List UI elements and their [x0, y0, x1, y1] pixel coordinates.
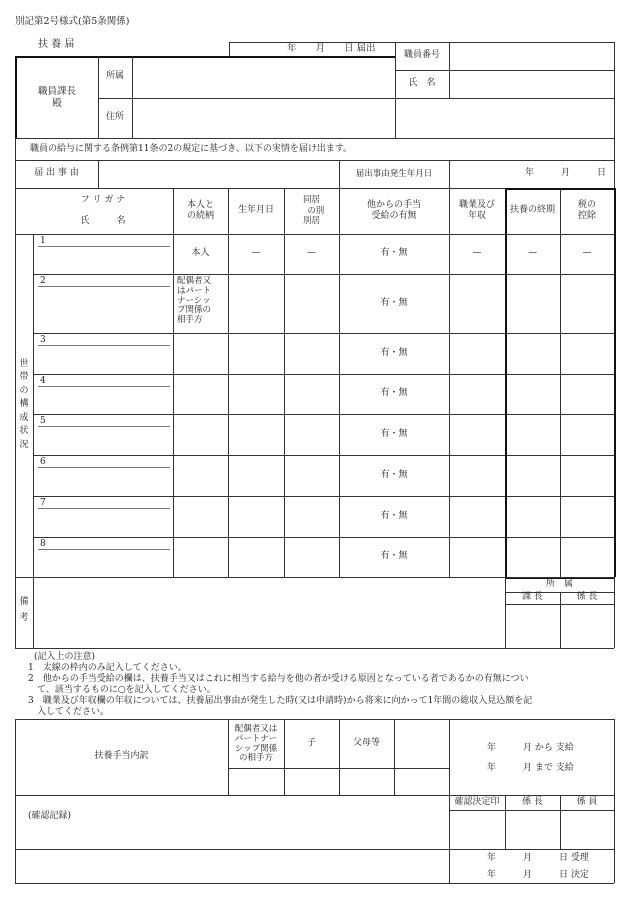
row-birth[interactable] — [228, 496, 284, 537]
header-name: 氏 名 — [80, 216, 126, 227]
row-job[interactable] — [449, 274, 505, 333]
notes-line: 1 太線の枠内のみ記入してください。 — [28, 662, 187, 673]
row-relation[interactable] — [173, 455, 228, 496]
chief-seal-box[interactable] — [506, 811, 559, 848]
remarks-label: 備 考 — [19, 596, 29, 623]
remarks-chief: 課 長 — [522, 592, 543, 603]
row-allowance[interactable]: 有・無 — [380, 248, 408, 259]
form-title: 扶 養 届 — [38, 39, 75, 50]
member-name-field[interactable] — [34, 538, 172, 576]
event-date-value[interactable]: 年 月 日 — [524, 168, 606, 179]
row-allowance[interactable]: 有・無 — [380, 428, 408, 439]
staff-number-field[interactable] — [450, 43, 613, 69]
row-tax[interactable] — [560, 414, 614, 455]
event-field[interactable] — [99, 161, 338, 187]
row-allowance[interactable]: 有・無 — [380, 388, 408, 399]
row-number: 6 — [40, 457, 46, 467]
row-cohab: — — [307, 248, 316, 259]
row-end[interactable] — [505, 537, 560, 577]
confirm-seal: 確認決定印 — [454, 796, 500, 807]
row-end[interactable] — [505, 333, 560, 374]
row-job: — — [472, 248, 482, 259]
breakdown-parents: 父母等 — [352, 737, 380, 748]
header-support-end: 扶養の終期 — [509, 205, 555, 216]
name-label: 氏 名 — [408, 78, 436, 89]
remarks-staff-chief: 係 長 — [576, 592, 598, 603]
row-job[interactable] — [449, 414, 505, 455]
row-number: 7 — [40, 498, 46, 508]
row-job[interactable] — [449, 333, 505, 374]
row-tax[interactable] — [560, 455, 614, 496]
address-label: 住所 — [105, 112, 124, 123]
row-job[interactable] — [449, 537, 505, 577]
row-tax[interactable] — [560, 496, 614, 537]
row-cohab[interactable] — [284, 455, 339, 496]
row-cohab[interactable] — [284, 496, 339, 537]
member-name-field[interactable] — [34, 375, 172, 413]
member-name-field[interactable] — [34, 497, 172, 536]
row-number: 8 — [40, 539, 46, 549]
household-side-label: 世 帯 の 構 成 状 況 — [19, 358, 29, 450]
remarks-dept: 所 属 — [545, 578, 573, 589]
row-cohab[interactable] — [284, 274, 339, 333]
decided-date: 年 月 日 決定 — [487, 870, 589, 880]
row-relation[interactable] — [173, 333, 228, 374]
remarks-field[interactable] — [34, 578, 504, 647]
pay-from: 年 月 から 支給 — [487, 743, 574, 753]
event-label: 届 出 事 由 — [34, 168, 79, 179]
row-relation[interactable] — [173, 414, 228, 455]
header-other-allowance: 他からの手当 受給の有無 — [366, 199, 421, 221]
name-field[interactable] — [450, 71, 613, 97]
row-end[interactable] — [505, 496, 560, 537]
notes-line: 2 他からの手当受給の欄は、扶養手当又はこれに相当する給与を他の者が受ける原因となっている者であるかの有無につい — [28, 673, 529, 684]
header-cohab: 同居 の別 別居 — [302, 195, 325, 227]
member-name-field[interactable] — [34, 415, 172, 454]
appendix-label: 別記第2号様式(第5条関係) — [15, 16, 130, 27]
row-relation: 本人 — [191, 248, 210, 259]
row-end[interactable] — [505, 414, 560, 455]
row-cohab[interactable] — [284, 537, 339, 577]
row-end: — — [528, 248, 537, 259]
row-birth[interactable] — [228, 455, 284, 496]
member-name-field[interactable] — [34, 334, 172, 373]
confirm-staff: 係 員 — [576, 796, 598, 807]
row-cohab[interactable] — [284, 333, 339, 374]
breakdown-label: 扶養手当内訳 — [94, 751, 149, 762]
row-birth[interactable] — [228, 274, 284, 333]
row-allowance[interactable]: 有・無 — [380, 551, 408, 562]
row-number: 2 — [40, 276, 46, 286]
header-relation: 本人と の続柄 — [186, 199, 214, 221]
breakdown-child: 子 — [306, 737, 316, 748]
row-allowance[interactable]: 有・無 — [380, 297, 408, 308]
row-birth[interactable] — [228, 537, 284, 577]
breakdown-parents-amount[interactable] — [340, 769, 393, 794]
row-job[interactable] — [449, 455, 505, 496]
row-tax[interactable] — [560, 537, 614, 577]
header-job-income: 職業及び 年収 — [458, 199, 495, 221]
received-date: 年 月 日 受理 — [487, 853, 589, 863]
row-tax[interactable] — [560, 374, 614, 414]
row-birth: — — [251, 248, 261, 259]
row-relation[interactable] — [173, 496, 228, 537]
statement-text: 職員の給与に関する条例第11条の2の規定に基づき、以下の実情を届け出ます。 — [30, 144, 353, 154]
member-name-field[interactable] — [34, 235, 172, 273]
affiliation-field[interactable] — [133, 57, 394, 97]
member-name-field[interactable] — [34, 456, 172, 495]
affiliation-label: 所属 — [105, 71, 124, 82]
pay-until: 年 月 まで 支給 — [487, 763, 574, 773]
notes-block — [28, 652, 532, 718]
event-date-label: 届出事由発生年月日 — [355, 168, 433, 179]
confirm-chief: 係 長 — [522, 796, 543, 807]
header-birth: 生年月日 — [237, 205, 274, 216]
row-number: 1 — [40, 236, 46, 246]
breakdown-spouse: 配偶者又は パートナー シップ関係 の相手方 — [234, 723, 278, 764]
row-number: 3 — [40, 335, 46, 345]
row-relation[interactable] — [173, 374, 228, 414]
row-tax[interactable] — [560, 333, 614, 374]
row-relation[interactable] — [173, 537, 228, 577]
notes-line: て、該当するものに○を記入してください。 — [28, 684, 216, 695]
row-allowance[interactable]: 有・無 — [380, 469, 408, 480]
header-tax: 税の 控除 — [577, 199, 596, 221]
row-number: 5 — [40, 416, 46, 426]
header-furigana: フ リ ガ ナ — [80, 195, 126, 206]
seal-box[interactable] — [450, 811, 504, 848]
row-end[interactable] — [505, 455, 560, 496]
address-field[interactable] — [133, 99, 613, 137]
row-tax[interactable] — [560, 274, 614, 333]
confirm-label: (確認記録) — [28, 811, 72, 821]
date-line: 年 月 日 届出 — [287, 43, 376, 54]
staff-number-label: 職員番号 — [403, 50, 440, 61]
addressee: 職員課長 殿 — [37, 86, 76, 109]
breakdown-child-amount[interactable] — [285, 769, 338, 794]
notes-line: 入してください。 — [28, 706, 110, 717]
notes-line: 3 職業及び年収欄の年収については、扶養届出事由が発生した時(又は申請時)から将来に向かって1年間の総収入見込額を記 — [28, 695, 533, 706]
row-end[interactable] — [505, 274, 560, 333]
row-cohab[interactable] — [284, 374, 339, 414]
row-cohab[interactable] — [284, 414, 339, 455]
row-job[interactable] — [449, 496, 505, 537]
row-allowance[interactable]: 有・無 — [380, 347, 408, 358]
row-birth[interactable] — [228, 374, 284, 414]
row-job[interactable] — [449, 374, 505, 414]
row-tax: — — [582, 248, 592, 259]
row-allowance[interactable]: 有・無 — [380, 510, 408, 521]
row-birth[interactable] — [228, 333, 284, 374]
member-name-field[interactable] — [34, 275, 172, 332]
row-number: 4 — [40, 376, 46, 386]
notes-heading: (記入上の注意) — [34, 652, 96, 662]
row-relation: 配偶者又 はパート ナーシッ プ関係の 相手方 — [177, 276, 212, 326]
row-end[interactable] — [505, 374, 560, 414]
row-birth[interactable] — [228, 414, 284, 455]
staff-seal-box[interactable] — [561, 811, 613, 848]
breakdown-spouse-amount[interactable] — [229, 769, 283, 794]
